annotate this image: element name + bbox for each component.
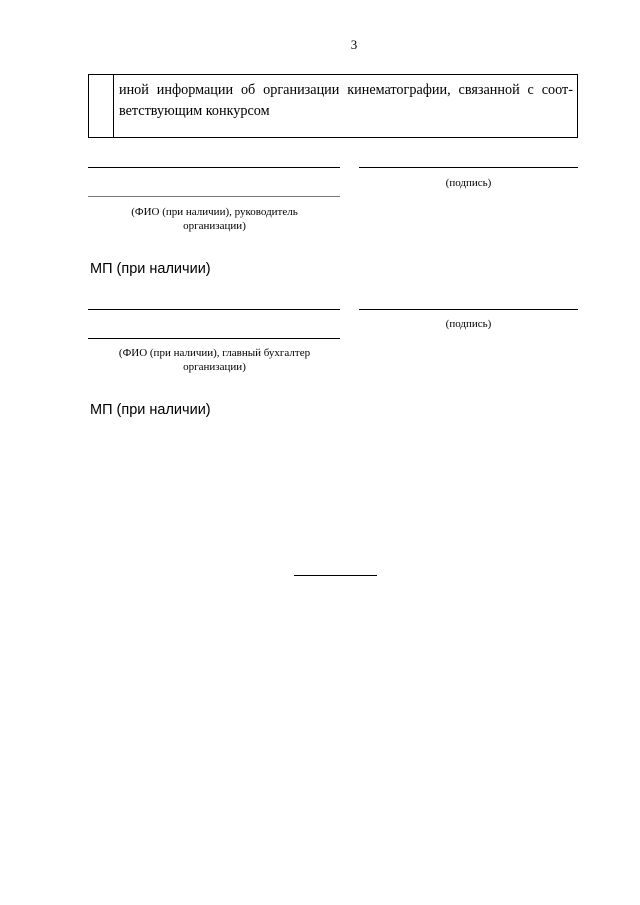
accountant-stamp-label: МП (при наличии) bbox=[90, 402, 211, 418]
director-name-caption: (ФИО (при наличии), руководитель организации) bbox=[131, 206, 298, 232]
accountant-signature-line bbox=[359, 309, 578, 310]
end-of-document-line bbox=[294, 575, 377, 576]
director-name-line-top bbox=[88, 167, 340, 168]
accountant-signature-caption: (подпись) bbox=[445, 318, 492, 330]
director-signature-caption: (подпись) bbox=[445, 177, 492, 189]
table-row-text: иной информации об организации кинематографии, связанной с соответствующим конкурсом bbox=[119, 82, 573, 119]
table-row bbox=[88, 74, 578, 138]
accountant-name-line bbox=[88, 338, 340, 339]
accountant-name-line-top bbox=[88, 309, 340, 310]
director-stamp-label: МП (при наличии) bbox=[90, 261, 211, 277]
accountant-name-caption: (ФИО (при наличии), главный бухгалтер организации) bbox=[118, 347, 311, 373]
page-number: 3 bbox=[350, 37, 358, 52]
director-signature-line bbox=[359, 167, 578, 168]
director-name-line bbox=[88, 196, 340, 197]
table-number-cell bbox=[89, 75, 114, 137]
